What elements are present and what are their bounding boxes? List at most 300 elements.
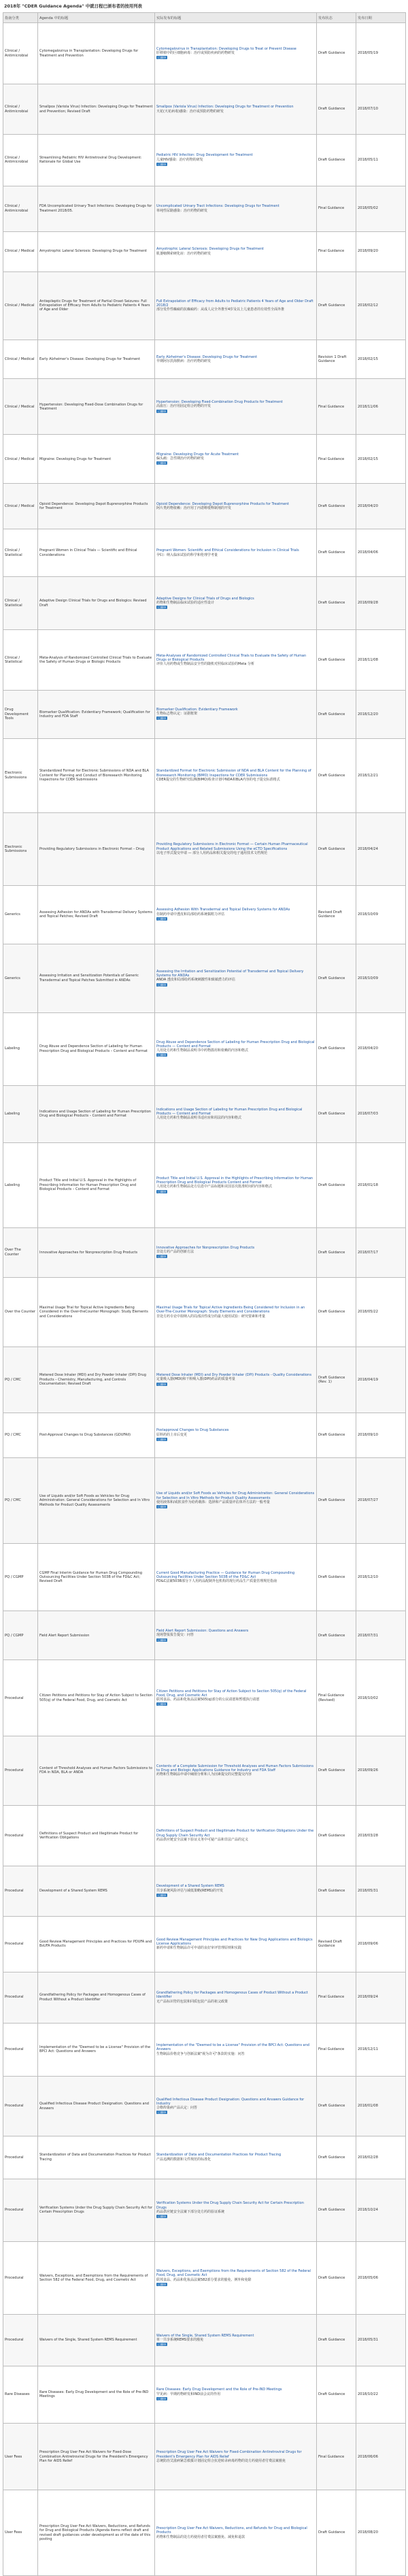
table-row: [3, 812, 406, 885]
table-row: [3, 2366, 406, 2424]
category-cell: Clinical / Medical: [3, 271, 38, 340]
chinese-title: 产品追溯的数据和文件规范的标准化: [156, 2157, 211, 2162]
chinese-title: 非处方药产品的创新方法: [156, 1250, 194, 1255]
actual-title-link[interactable]: Biomarker Qualification: Evidentiary Framework: [156, 707, 238, 712]
agenda-title-cell: Meta-Analysis of Randomized Controlled Clinical Trials to Evaluate the Safety of Human Drugs or Biologic Products: [38, 630, 155, 691]
table-row: [3, 691, 406, 738]
actual-title-link[interactable]: Amyotrophic Lateral Sclerosis: Developing Drugs for Treatment: [156, 247, 264, 252]
actual-title-link[interactable]: Assessing the Irritation and Sensitization Potential of Transdermal and Topical Delivery Systems for ANDAs: [156, 969, 304, 978]
category-cell: PQ / CMC: [3, 1457, 38, 1543]
table-row: [3, 1457, 406, 1543]
date-cell: 2018/09/24: [356, 1972, 406, 2023]
category-cell: Procedural: [3, 1660, 38, 1736]
translated-badge[interactable]: 已翻译: [158, 1437, 166, 1441]
chinese-title: 人用处方药和生物制品处方信息中产品标题和美国首次批准时间的内容和格式: [156, 1185, 273, 1189]
date-cell: 2018/09/28: [356, 576, 406, 630]
category-cell: Clinical / Antimicrobial: [3, 186, 38, 231]
chinese-title: 肌萎缩侧索硬化症：治疗药物的研发: [156, 251, 211, 256]
status-cell: Draft Guidance: [317, 812, 356, 885]
chinese-title: ANDA 透皮和局部给药系统刺激性和致敏潜力的评估: [156, 978, 235, 982]
actual-title-cell: [155, 1457, 317, 1543]
chinese-title: 联邦食品、药品和化妆品法案505(q)部分的公民请愿和暂缓执行请愿: [156, 1698, 260, 1702]
table-row: [3, 1736, 406, 1805]
table-row: [3, 2315, 406, 2366]
status-cell: Draft Guidance: [317, 1544, 356, 1611]
table-row: [3, 1012, 406, 1085]
actual-title-cell: [155, 340, 317, 379]
date-cell: 2018/01/18: [356, 1142, 406, 1227]
category-cell: Clinical / Medical: [3, 340, 38, 379]
chinese-title: 高血压：治疗用固定组合药物的开发: [156, 404, 211, 409]
actual-title-link[interactable]: Migraine: Developing Drugs for Acute Treatment: [156, 452, 239, 457]
agenda-title-cell: Streamlining Pediatric HIV Antiretroviral Drug Development: Rationale for Global Use: [38, 134, 155, 186]
date-cell: 2018/02/12: [356, 271, 406, 340]
table-row: [3, 2136, 406, 2179]
agenda-title-cell: Qualified Infectious Disease Product Designation: Questions and Answers: [38, 2077, 155, 2136]
translated-badge[interactable]: 已翻译: [158, 2111, 166, 2115]
agenda-title-cell: Waivers, Exceptions, and Exemptions from the Requirements of Section 582 of the Federal Food, Drug, and Cosmetic Act: [38, 2242, 155, 2315]
table-row: [3, 1277, 406, 1347]
actual-title-cell: [155, 484, 317, 529]
actual-title-cell: [155, 23, 317, 84]
translated-badge[interactable]: 已翻译: [158, 917, 166, 921]
actual-title-link[interactable]: Qualified Infectious Disease Product Designation: Questions and Answers Guidance for Industry: [156, 2097, 305, 2106]
table-row: [3, 435, 406, 484]
chinese-title: 药物和生物制品的处方药使用者付费法案豁免、减免和退款: [156, 2534, 245, 2539]
agenda-title-cell: Rare Diseases: Early Drug Development and the Role of Pre-IND Meetings: [38, 2366, 155, 2424]
status-cell: Final Guidance: [317, 2023, 356, 2077]
actual-title-cell: [155, 2077, 317, 2136]
chinese-title: 早期阿尔茨海默病：治疗药物的研发: [156, 359, 211, 364]
table-row: [3, 1916, 406, 1972]
status-cell: Final Guidance: [317, 186, 356, 231]
actual-title-cell: [155, 1277, 317, 1347]
actual-title-cell: [155, 271, 317, 340]
actual-title-link[interactable]: Providing Regulatory Submissions in Electronic Format — Certain Human Pharmaceutical Product Applications and Related Submissions Using the eCTD Specifications: [156, 842, 308, 851]
chinese-title: FD&C法案503B部分下人用药品配制外包机构的现行药品生产质量管理规范指南: [156, 1579, 277, 1584]
status-cell: Draft Guidance: [317, 1012, 356, 1085]
actual-title-link[interactable]: Prescription Drug User Fee Act Waivers, Reductions, and Refunds for Drug and Biological Products: [156, 2526, 307, 2535]
actual-title-link[interactable]: Definitions of Suspect Product and Illegitimate Product for Verification Obligations Under the Drug Supply Chain Security Act: [156, 1829, 314, 1838]
actual-title-link[interactable]: Field Alert Report Submission: Questions and Answers: [156, 1628, 249, 1633]
date-cell: 2018/05/22: [356, 1277, 406, 1347]
agenda-title-cell: Indications and Usage Section of Labeling for Human Prescription Drug and Biological Products – Content and Format: [38, 1085, 155, 1142]
actual-title-link[interactable]: Good Review Management Principles and Practices for New Drug Applications and Biologics License Applications: [156, 1937, 313, 1946]
category-cell: Procedural: [3, 2242, 38, 2315]
chinese-title: 药物和生物制品申请中阈值分析和人为因素提交的完整提交内容: [156, 1772, 252, 1777]
date-cell: 2018/05/02: [356, 186, 406, 231]
date-cell: 2018/11/08: [356, 630, 406, 691]
category-cell: Procedural: [3, 1972, 38, 2023]
actual-title-link[interactable]: Meta-Analyses of Randomized Controlled Clinical Trials to Evaluate the Safety of Human Drugs or Biological Products: [156, 653, 307, 663]
date-cell: 2018/07/27: [356, 1457, 406, 1543]
translated-badge[interactable]: 已翻译: [158, 1255, 166, 1259]
status-cell: Draft Guidance (Rev. 1): [317, 1347, 356, 1413]
agenda-title-cell: Standardized Format for Electronic Submissions of NDA and BLA Content for Planning and Conduct of Bioresearch Monitoring Inspections for CDER Submissions: [38, 738, 155, 812]
date-cell: 2018/12/10: [356, 1544, 406, 1611]
translated-badge[interactable]: 已翻译: [158, 1702, 166, 1706]
table-row: [3, 231, 406, 271]
status-cell: Draft Guidance: [317, 2366, 356, 2424]
actual-title-link[interactable]: Current Good Manufacturing Practice — Guidance for Human Drug Compounding Outsourcing Facilities Under Section 503B of the FD&C Act: [156, 1570, 295, 1580]
category-cell: PQ / CMC: [3, 1347, 38, 1413]
translated-badge[interactable]: 已翻译: [158, 716, 166, 721]
table-row: [3, 2077, 406, 2136]
status-cell: Draft Guidance: [317, 1227, 356, 1277]
date-cell: 2018/02/28: [356, 2136, 406, 2179]
actual-title-cell: [155, 1660, 317, 1736]
chinese-title: 仿制药申请中透皮和局部给药系统黏附力评估: [156, 912, 225, 917]
agenda-title-cell: Assessing Irritation and Sensitization Potentials of Generic Transdermal and Topical Patches Submitted in ANDAs: [38, 944, 155, 1012]
actual-title-link[interactable]: Standardization of Data and Documentation Practices for Product Tracing: [156, 2153, 282, 2158]
category-cell: Procedural: [3, 1805, 38, 1866]
table-row: [3, 1972, 406, 2023]
date-cell: 2018/06/06: [356, 2424, 406, 2490]
category-cell: Generics: [3, 944, 38, 1012]
status-cell: Final Guidance: [317, 379, 356, 435]
actual-title-cell: [155, 1611, 317, 1660]
date-cell: 2018/04/20: [356, 1012, 406, 1085]
date-cell: 2018/02/15: [356, 435, 406, 484]
status-cell: Final Guidance (Revised): [317, 1660, 356, 1736]
actual-title-link[interactable]: Implementation of the "Deemed to be a License" Provision of the BPCI Act: Questions and Answers: [156, 2043, 309, 2052]
actual-title-link[interactable]: Rare Diseases: Early Drug Development and the Role of Pre-IND Meetings: [156, 2388, 282, 2392]
actual-title-link[interactable]: Verification Systems Under the Drug Supply Chain Security Act for Certain Prescription Drugs: [156, 2201, 304, 2210]
actual-title-link[interactable]: Pregnant Women: Scientific and Ethical Considerations for Inclusion in Clinical Trials: [156, 548, 299, 553]
date-cell: 2018/02/15: [356, 340, 406, 379]
table-row: [3, 1085, 406, 1142]
chinese-title: 单纯性尿路感染：治疗药物的研发: [156, 208, 208, 213]
category-cell: Procedural: [3, 2179, 38, 2242]
category-cell: PQ / CGMP: [3, 1544, 38, 1611]
table-row: [3, 529, 406, 576]
table-row: [3, 2490, 406, 2575]
category-cell: Clinical / Antimicrobial: [3, 23, 38, 84]
actual-title-link[interactable]: Standardized Format for Electronic Submission of NDA and BLA Content for the Planning of Bioresearch Monitoring (BIMO) Inspections for CDER Submissions: [156, 769, 311, 778]
actual-title-link[interactable]: Pediatric HIV Infection: Drug Development for Treatment: [156, 153, 253, 158]
actual-title-cell: [155, 691, 317, 738]
actual-title-link[interactable]: Adaptive Designs for Clinical Trials of Drugs and Biologics: [156, 596, 254, 601]
chinese-title: 药物和生物制品临床试验的适应性设计: [156, 600, 215, 605]
status-cell: Revised Draft Guidance: [317, 885, 356, 944]
table-row: [3, 1142, 406, 1227]
date-cell: 2018/12/20: [356, 691, 406, 738]
translated-badge[interactable]: 已翻译: [158, 409, 166, 413]
agenda-title-cell: Metered Dose Inhaler (MDI) and Dry Powder Inhaler (DPI) Drug Products – Chemistry, Manufacturing, and Controls Documentation; Revised Draft: [38, 1347, 155, 1413]
status-cell: Final Guidance: [317, 435, 356, 484]
col-date-header: 发布日期: [356, 13, 406, 23]
table-row: [3, 885, 406, 944]
translated-badge[interactable]: 已翻译: [158, 2215, 166, 2219]
chinese-title: 人用处方药和生物制品说明书中药物滥用和依赖的内容和格式: [156, 1048, 249, 1053]
actual-title-cell: [155, 435, 317, 484]
translated-badge[interactable]: 已翻译: [158, 2283, 166, 2287]
actual-title-link[interactable]: Uncomplicated Urinary Tract Infections: Developing Drugs for Treatment: [156, 204, 279, 209]
translated-badge[interactable]: 已翻译: [158, 162, 166, 166]
chinese-title: 现场警报报告提交：问答: [156, 1633, 194, 1638]
table-row: [3, 1227, 406, 1277]
date-cell: 2018/09/26: [356, 1736, 406, 1805]
actual-title-link[interactable]: Cytomegalovirus in Transplantation: Developing Drugs to Treat or Prevent Disease: [156, 46, 296, 51]
date-cell: 2018/09/06: [356, 1916, 406, 1972]
date-cell: 2018/03/28: [356, 1805, 406, 1866]
category-cell: Clinical / Statistical: [3, 529, 38, 576]
actual-title-link[interactable]: Smallpox (Variola Virus) Infection: Developing Drugs for Treatment or Prevention: [156, 105, 294, 110]
table-row: [3, 1413, 406, 1457]
actual-title-link[interactable]: Metered Dose Inhaler (MDI) and Dry Powder Inhaler (DPI) Products - Quality Considerations: [156, 1372, 311, 1377]
agenda-title-cell: Product Title and Initial U.S. Approval in the Highlights of Prescribing Information for Human Prescription Drug and Biological Products – Content and Format: [38, 1142, 155, 1227]
chinese-title: 联邦食品、药品和化妆品法案582部分要求的豁免、例外和免除: [156, 2277, 252, 2282]
actual-title-link[interactable]: Innovative Approaches for Nonprescription Drug Products: [156, 1245, 255, 1250]
actual-title-link[interactable]: Waivers of the Single, Shared System REMS Requirement: [156, 2333, 254, 2338]
actual-title-cell: [155, 1916, 317, 1972]
actual-title-link[interactable]: Grandfathering Policy for Packages and Homogenous Cases of Product Without a Product Identifier: [156, 1991, 308, 2000]
translated-badge[interactable]: 已翻译: [158, 1894, 166, 1898]
table-row: [3, 2023, 406, 2077]
actual-title-link[interactable]: Full Extrapolation of Efficacy from Adults to Pediatric Patients 4 Years of Age and Older Draft 2018/2: [156, 299, 313, 308]
category-cell: Procedural: [3, 2077, 38, 2136]
translated-badge[interactable]: 已翻译: [158, 2343, 166, 2347]
actual-title-link[interactable]: Opioid Dependence: Developing Depot Buprenorphine Products for Treatment: [156, 501, 289, 506]
category-cell: Electronic Submissions: [3, 738, 38, 812]
date-cell: 2018/05/31: [356, 1866, 406, 1916]
table-row: [3, 23, 406, 84]
date-cell: 2018/05/19: [356, 23, 406, 84]
agenda-title-cell: Assessing Adhesion for ANDAs with Transdermal Delivery Systems and Topical Patches; Revised Draft: [38, 885, 155, 944]
category-cell: Clinical / Antimicrobial: [3, 134, 38, 186]
agenda-title-cell: Citizen Petitions and Petitions for Stay of Action Subject to Section 505(q) of the Federal Food, Drug, and Cosmetic Act: [38, 1660, 155, 1736]
date-cell: 2018/04/24: [356, 812, 406, 885]
actual-title-cell: [155, 231, 317, 271]
actual-title-cell: [155, 1544, 317, 1611]
actual-title-cell: [155, 1085, 317, 1142]
date-cell: 2018/10/24: [356, 2179, 406, 2242]
chinese-title: 新药申请和生物制品许可申请的良好审评管理原则和实践: [156, 1946, 242, 1951]
date-cell: 2018/11/06: [356, 379, 406, 435]
status-cell: Draft Guidance: [317, 271, 356, 340]
status-cell: Draft Guidance: [317, 2077, 356, 2136]
status-cell: Draft Guidance: [317, 1413, 356, 1457]
date-cell: 2018/10/09: [356, 885, 406, 944]
status-cell: Draft Guidance: [317, 23, 356, 84]
date-cell: 2018/12/11: [356, 2023, 406, 2077]
table-row: [3, 186, 406, 231]
category-cell: Procedural: [3, 2023, 38, 2077]
actual-title-cell: [155, 134, 317, 186]
date-cell: 2018/04/19: [356, 1347, 406, 1413]
chinese-title: 总统防治艾滋病紧急救援计划固定组合抗逆转录病毒药物的处方药使用者付费法案豁免: [156, 2458, 286, 2463]
actual-title-link[interactable]: Use of Liquids and/or Soft Foods as Vehicles for Drug Administration: General Considerations for Selection and In Vitro Methods for Product Quality Assessments: [156, 1491, 315, 1500]
actual-title-cell: [155, 1972, 317, 2023]
translated-badge[interactable]: 已翻译: [158, 461, 166, 465]
chinese-title: 共享系统风险评估与减低策略(REMS)的开发: [156, 1888, 224, 1893]
date-cell: 2018/10/02: [356, 1660, 406, 1736]
agenda-title-cell: CGMP Final Interim Guidance for Human Drug Compounding Outsourcing Facilities Under Section 503B of the FD&C Act; Revised Draft: [38, 1544, 155, 1611]
chinese-title: 儿童HIV感染：治疗药物的研发: [156, 157, 203, 162]
translated-badge[interactable]: 已翻译: [158, 982, 166, 987]
category-cell: Clinical / Statistical: [3, 630, 38, 691]
actual-title-cell: [155, 1866, 317, 1916]
translated-badge[interactable]: 已翻译: [158, 606, 166, 610]
agenda-title-cell: Smallpox (Variola Virus) Infection: Developing Drugs for Treatment and Prevention; Revised Draft: [38, 84, 155, 135]
table-row: [3, 84, 406, 135]
chinese-title: 以电子形式提交申请 — 部分人用药品和相关提交的电子通用技术文档规范: [156, 851, 268, 855]
table-row: [3, 1866, 406, 1916]
actual-title-link[interactable]: Hypertension: Developing Fixed-Combination Drug Products for Treatment: [156, 399, 283, 404]
status-cell: Draft Guidance: [317, 944, 356, 1012]
actual-title-cell: [155, 1142, 317, 1227]
date-cell: 2018/07/17: [356, 1227, 406, 1277]
category-cell: Clinical / Medical: [3, 379, 38, 435]
agenda-title-cell: Development of a Shared System REMS: [38, 1866, 155, 1916]
agenda-title-cell: Field Alert Report Submission: [38, 1611, 155, 1660]
status-cell: Draft Guidance: [317, 1611, 356, 1660]
category-cell: PQ / CGMP: [3, 1611, 38, 1660]
agenda-title-cell: Maximal Usage Trial for Topical Active Ingredients Being Considered in the Over-theCounter Monograph: Study Elements and Considerations: [38, 1277, 155, 1347]
actual-title-link[interactable]: Product Title and Initial U.S. Approval in the Highlights of Prescribing Information for Human Prescription Drug and Biological Products Content and Format: [156, 1176, 313, 1185]
status-cell: Draft Guidance: [317, 2315, 356, 2366]
translated-badge[interactable]: 已翻译: [158, 2396, 166, 2400]
translated-badge[interactable]: 已翻译: [158, 1505, 166, 1509]
category-cell: Procedural: [3, 1866, 38, 1916]
agenda-title-cell: Migraine: Developing Drugs for Treatment: [38, 435, 155, 484]
agenda-title-cell: Pregnant Women in Clinical Trials — Scientific and Ethical Considerations: [38, 529, 155, 576]
actual-title-link[interactable]: Early Alzheimer's Disease: Developing Drugs for Treatment: [156, 354, 258, 359]
date-cell: 2018/07/10: [356, 84, 406, 135]
actual-title-link[interactable]: Waivers, Exceptions, and Exemptions from the Requirements of Section 582 of the Federal Food, Drug, and Cosmetic Act: [156, 2269, 311, 2278]
date-cell: 2018/05/31: [356, 2315, 406, 2366]
col-agenda-title-header: Agenda 中的标题: [38, 13, 155, 23]
agenda-title-cell: FDA Uncomplicated Urinary Tract Infections: Developing Drugs for Treatment 2018/05.: [38, 186, 155, 231]
chinese-title: 人用处方药和生物制品说明书适应症和用法的内容和格式: [156, 1116, 242, 1121]
actual-title-cell: [155, 529, 317, 576]
agenda-title-cell: Providing Regulatory Submissions in Electronic Format – Drug: [38, 812, 155, 885]
chinese-title: 无产品标识符的包装和同质包装产品的祖父政策: [156, 1999, 228, 2004]
date-cell: 2018/04/20: [356, 484, 406, 529]
category-cell: Over the Counter: [3, 1277, 38, 1347]
category-cell: Drug Development Tools: [3, 691, 38, 738]
agenda-title-cell: Good Review Management Principles and Practices for PDUFA and BsUFA Products: [38, 1916, 155, 1972]
chinese-title: 原料药的上市后变更: [156, 1432, 188, 1437]
date-cell: 2018/05/06: [356, 2242, 406, 2315]
category-cell: Clinical / Medical: [3, 231, 38, 271]
status-cell: Draft Guidance: [317, 1277, 356, 1347]
actual-title-cell: [155, 2490, 317, 2575]
category-cell: Labeling: [3, 1085, 38, 1142]
actual-title-cell: [155, 1413, 317, 1457]
actual-title-cell: [155, 1736, 317, 1805]
category-cell: Labeling: [3, 1012, 38, 1085]
agenda-title-cell: Amyotrophic Lateral Sclerosis: Developing Drugs for Treatment: [38, 231, 155, 271]
category-cell: Rare Diseases: [3, 2366, 38, 2424]
status-cell: Revision 1 Draft Guidance: [317, 340, 356, 379]
actual-title-link[interactable]: Prescription Drug User Fee Act Waivers for Fixed-Combination Antiretroviral Drugs for President's Emergency Plan for AIDS Relief: [156, 2450, 302, 2459]
chinese-title: 药品供应链安全法案下验证义务中可疑产品和非法产品的定义: [156, 1838, 249, 1843]
table-row: [3, 576, 406, 630]
actual-title-cell: [155, 1347, 317, 1413]
actual-title-link[interactable]: Assessing Adhesion With Transdermal and Topical Delivery Systems for ANDAs: [156, 908, 290, 912]
chinese-title: 使用液体和/或软食作为给药载体：选择和产品质量评估体外方法的一般考量: [156, 1500, 270, 1504]
guidance-table: [3, 12, 406, 2576]
date-cell: 2018/10/22: [356, 2366, 406, 2424]
category-cell: Clinical / Medical: [3, 435, 38, 484]
category-cell: Labeling: [3, 1142, 38, 1227]
chinese-title: 合格传染病产品认定：问答: [156, 2106, 198, 2111]
status-cell: Draft Guidance: [317, 2179, 356, 2242]
chinese-title: CDER提交的生物研究监测(BIMO)检查计划中NDA和BLA内容的电子提交标准格式: [156, 777, 280, 782]
chinese-title: 天花(天花病毒)感染：治疗或预防药物的研发: [156, 109, 224, 114]
actual-title-cell: [155, 1227, 317, 1277]
chinese-title: 药品供应链安全法案下部分处方药的验证系统: [156, 2209, 225, 2214]
chinese-title: 定量吸入器(MDI)和干粉吸入器(DPI)药品的质量考量: [156, 1377, 235, 1382]
translated-badge[interactable]: 已翻译: [158, 1638, 166, 1642]
actual-title-link[interactable]: Drug Abuse and Dependence Section of Labeling for Human Prescription Drug and Biological Products — Content and Format: [156, 1040, 315, 1048]
actual-title-link[interactable]: Contents of a Complete Submission for Threshold Analyses and Human Factors Submissions to Drug and Biologic Applications Guidance for Industry and FDA Staff: [156, 1764, 313, 1773]
status-cell: Draft Guidance: [317, 1805, 356, 1866]
status-cell: Draft Guidance: [317, 134, 356, 186]
table-row: [3, 379, 406, 435]
category-cell: Procedural: [3, 1736, 38, 1805]
date-cell: 2018/01/08: [356, 2077, 406, 2136]
actual-title-cell: [155, 186, 317, 231]
status-cell: Draft Guidance: [317, 1866, 356, 1916]
date-cell: 2018/12/21: [356, 738, 406, 812]
agenda-title-cell: Content of Threshold Analyses and Human Factors Submissions to FDA in NDA, BLA or ANDA: [38, 1736, 155, 1805]
actual-title-cell: [155, 885, 317, 944]
category-cell: Electronic Submissions: [3, 812, 38, 885]
actual-title-link[interactable]: Development of a Shared System REMS: [156, 1884, 224, 1889]
actual-title-cell: [155, 630, 317, 691]
translated-badge[interactable]: 已翻译: [158, 1053, 166, 1057]
actual-title-cell: [155, 2424, 317, 2490]
actual-title-link[interactable]: Indications and Usage Section of Labeling for Human Prescription Drug and Biological Products — Content and Format: [156, 1107, 303, 1117]
actual-title-link[interactable]: Postapproval Changes to Drug Substances: [156, 1428, 229, 1433]
status-cell: Draft Guidance: [317, 2490, 356, 2575]
table-row: [3, 1347, 406, 1413]
table-row: [3, 134, 406, 186]
actual-title-link[interactable]: Maximal Usage Trials for Topical Active Ingredients Being Considered for Inclusion in an Over-The-Counter Monograph: Study Elements and Considerations: [156, 1305, 305, 1315]
chinese-title: 阿片类药物依赖：治疗用丁丙诺啡缓释制剂的开发: [156, 506, 232, 511]
date-cell: 2018/09/20: [356, 231, 406, 271]
actual-title-cell: [155, 1805, 317, 1866]
translated-badge[interactable]: 已翻译: [158, 56, 166, 60]
date-cell: 2018/05/11: [356, 134, 406, 186]
category-cell: Procedural: [3, 2315, 38, 2366]
category-cell: User Fees: [3, 2424, 38, 2490]
status-cell: Draft Guidance: [317, 484, 356, 529]
actual-title-cell: [155, 812, 317, 885]
actual-title-cell: [155, 379, 317, 435]
actual-title-link[interactable]: Citizen Petitions and Petitions for Stay of Action Subject to Section 505(q) of the Federal Food, Drug, and Cosmetic Act: [156, 1689, 307, 1698]
chinese-title: 单一共享系统REMS要求的豁免: [156, 2337, 204, 2342]
table-row: [3, 1805, 406, 1866]
category-cell: Clinical / Antimicrobial: [3, 84, 38, 135]
actual-title-cell: [155, 1012, 317, 1085]
agenda-title-cell: Prescription Drug User Fee Act Waivers for Fixed-Dose Combination Antiretroviral Drugs for the President's Emergency Plan for AIDS Relief: [38, 2424, 155, 2490]
status-cell: Revised Draft Guidance: [317, 1916, 356, 1972]
chinese-title: 部分发作性癫痫的抗癫痫药：从成人完全外推至4岁及以上儿童患者的有效性全面外推: [156, 308, 285, 312]
table-header-row: [3, 13, 406, 23]
translated-badge[interactable]: 已翻译: [158, 1382, 166, 1386]
table-caption: 2018年 "CDER Guidance Agenda" 中就日程已颁布者的按用列表: [4, 3, 142, 9]
agenda-title-cell: Innovative Approaches for Nonprescription Drug Products: [38, 1227, 155, 1277]
agenda-title-cell: Standardization of Data and Documentation Practices for Product Tracing: [38, 2136, 155, 2179]
agenda-title-cell: Grandfathering Policy for Packages and Homogenous Cases of Product Without a Product Identifier: [38, 1972, 155, 2023]
agenda-title-cell: Opioid Dependence: Developing Depot Buprenorphine Products for Treatment: [38, 484, 155, 529]
translated-badge[interactable]: 已翻译: [158, 1189, 166, 1193]
table-row: [3, 1660, 406, 1736]
table-row: [3, 2424, 406, 2490]
